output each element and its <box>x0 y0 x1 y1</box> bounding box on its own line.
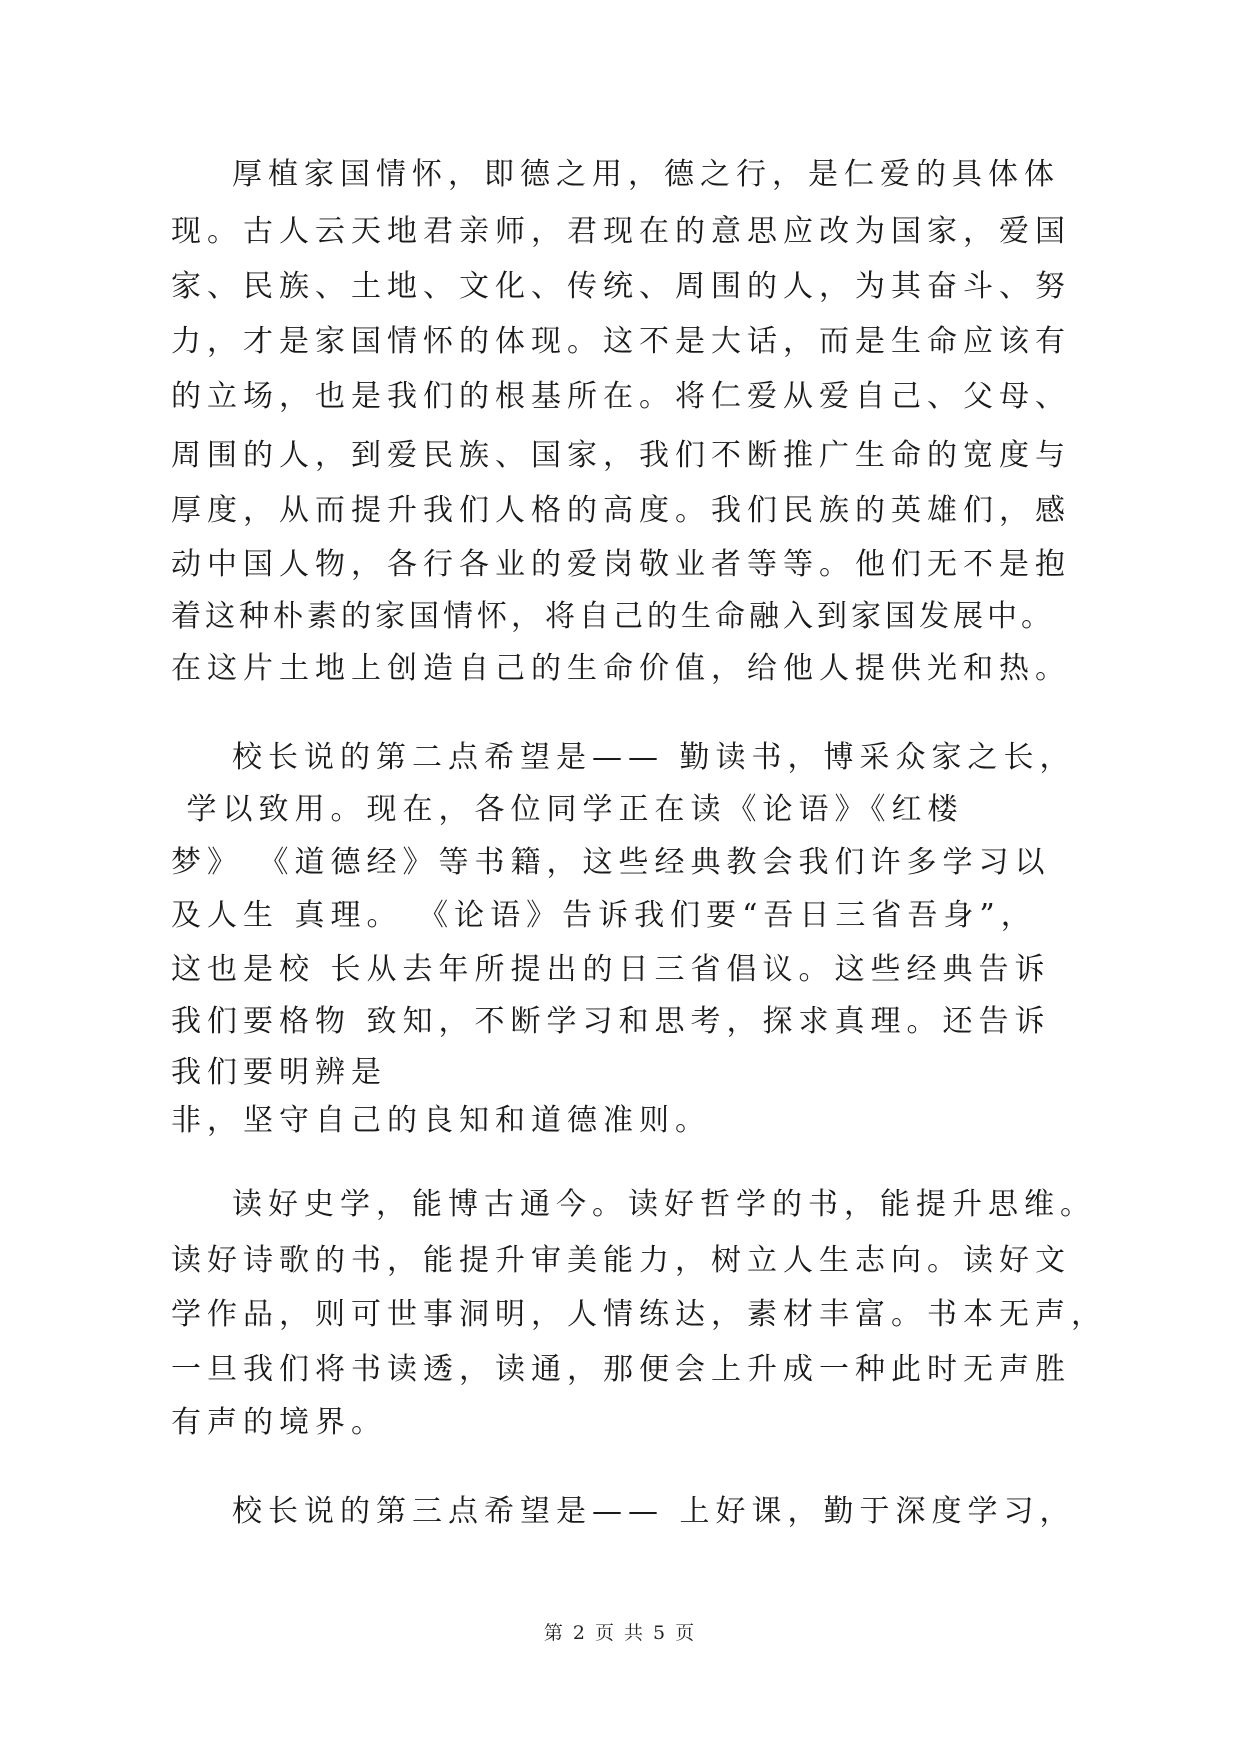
paragraph-line: 的立场，也是我们的根基所在。将仁爱从爱自己、父母、 <box>171 379 1071 414</box>
paragraph-line: 校长说的第二点希望是—— 勤读书，博采众家之长， <box>232 740 1076 775</box>
paragraph-line: 动中国人物，各行各业的爱岗敬业者等等。他们无不是抱 <box>171 547 1071 582</box>
page-footer: 第 2 页 共 5 页 <box>543 1622 697 1644</box>
paragraph-line: 校长说的第三点希望是—— 上好课，勤于深度学习， <box>232 1494 1076 1529</box>
paragraph-line: 我们要明辨是 <box>171 1055 387 1090</box>
paragraph-line: 在这片土地上创造自己的生命价值，给他人提供光和热。 <box>171 651 1071 686</box>
paragraph-line: 及人生 真理。 《论语》告诉我们要“吾日三省吾身”， <box>171 898 1037 933</box>
paragraph-line: 读好诗歌的书，能提升审美能力，树立人生志向。读好文 <box>171 1243 1071 1278</box>
paragraph-line: 有声的境界。 <box>171 1405 387 1440</box>
paragraph-line: 厚度，从而提升我们人格的高度。我们民族的英雄们，感 <box>171 493 1071 528</box>
paragraph-line: 非，坚守自己的良知和道德准则。 <box>171 1103 711 1138</box>
paragraph-line: 读好史学，能博古通今。读好哲学的书，能提升思维。 <box>232 1187 1096 1222</box>
paragraph-line: 厚植家国情怀，即德之用，德之行，是仁爱的具体体 <box>232 157 1060 192</box>
paragraph-line: 现。古人云天地君亲师，君现在的意思应改为国家，爱国 <box>171 214 1071 249</box>
paragraph-line: 一旦我们将书读透，读通，那便会上升成一种此时无声胜 <box>171 1352 1071 1387</box>
paragraph-line: 力，才是家国情怀的体现。这不是大话，而是生命应该有 <box>171 324 1071 359</box>
paragraph-line: 梦》 《道德经》等书籍，这些经典教会我们许多学习以 <box>171 845 1051 880</box>
paragraph-line: 学作品，则可世事洞明，人情练达，素材丰富。书本无声， <box>171 1297 1107 1332</box>
paragraph-line: 家、民族、土地、文化、传统、周围的人，为其奋斗、努 <box>171 269 1071 304</box>
paragraph-line: 着这种朴素的家国情怀，将自己的生命融入到家国发展中。 <box>171 599 1055 634</box>
paragraph-line: 我们要格物 致知，不断学习和思考，探求真理。还告诉 <box>171 1004 1051 1039</box>
paragraph-line: 周围的人，到爱民族、国家，我们不断推广生命的宽度与 <box>171 438 1071 473</box>
paragraph-line: 学以致用。现在，各位同学正在读《论语》《红楼 <box>171 792 964 827</box>
paragraph-line: 这也是校 长从去年所提出的日三省倡议。这些经典告诉 <box>171 952 1051 987</box>
